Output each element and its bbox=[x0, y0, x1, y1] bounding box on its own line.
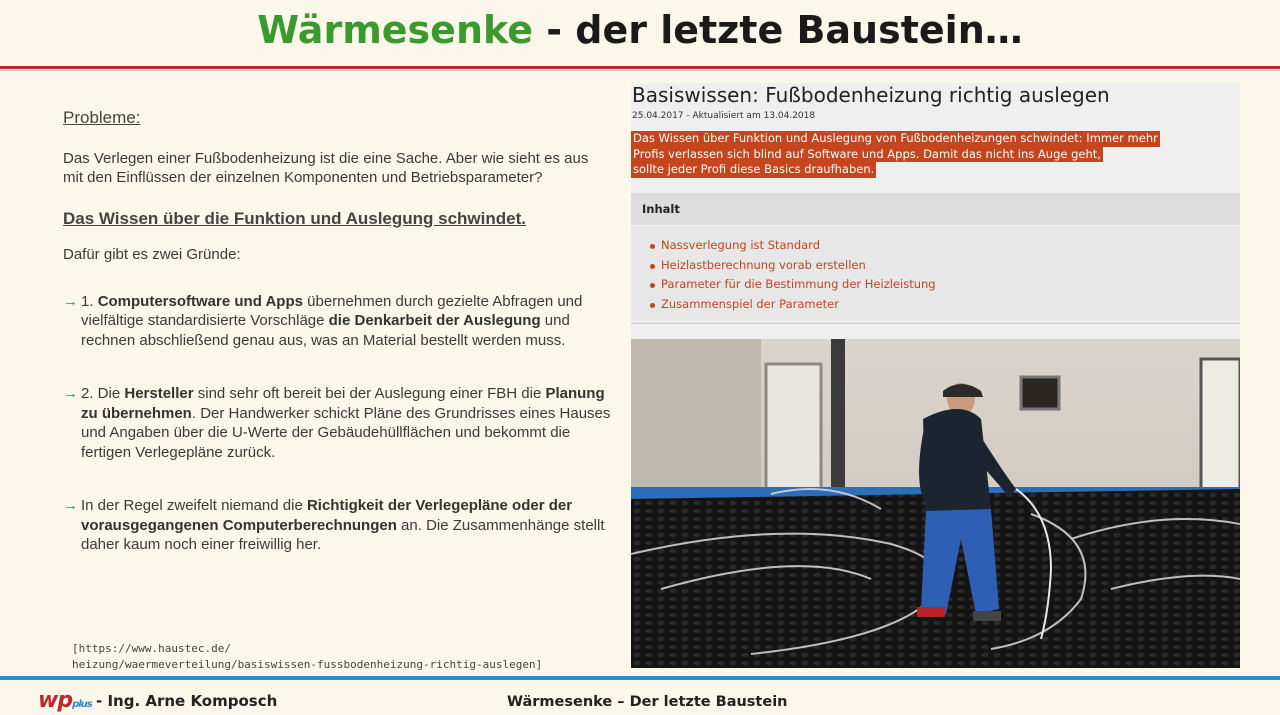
toc-header bbox=[631, 193, 1240, 225]
source-line-1: [https://www.haustec.de/ bbox=[72, 642, 231, 655]
bullet-1-strong-2: die Denkarbeit der Auslegung bbox=[328, 312, 541, 329]
arrow-icon: → bbox=[63, 497, 78, 514]
gruende-text: Dafür gibt es zwei Gründe: bbox=[63, 246, 241, 263]
probleme-heading: Probleme: bbox=[63, 108, 141, 127]
bullet-2-strong-1: Hersteller bbox=[124, 385, 194, 402]
bullet-1-strong-1: Computersoftware und Apps bbox=[97, 292, 303, 310]
bullet-2 bbox=[63, 384, 611, 462]
toc-link-zusammenspiel[interactable]: Zusammenspiel der Parameter bbox=[661, 295, 1240, 315]
arrow-icon: → bbox=[63, 292, 78, 310]
photo-illustration bbox=[631, 339, 1240, 668]
teaser-line-2: Profis verlassen sich blind auf Software und Apps. Damit das nicht ins Auge geht, bbox=[633, 146, 1101, 161]
bullet-3 bbox=[63, 496, 611, 555]
footer-title: Wärmesenke – Der letzte Baustein bbox=[507, 694, 788, 710]
footer-author: - Ing. Arne Komposch bbox=[96, 692, 278, 710]
bullet-2-text-1: sind sehr oft bereit bei der Auslegung einer FBH die bbox=[193, 385, 546, 402]
bullet-3-text-0: In der Regel zweifelt niemand die bbox=[81, 497, 307, 514]
left-text-column bbox=[63, 108, 611, 555]
arrow-icon: → bbox=[63, 385, 78, 402]
title-divider bbox=[0, 66, 1280, 69]
toc-list bbox=[631, 226, 1240, 324]
article-title: Basiswissen: Fußbodenheizung richtig auslegen bbox=[632, 83, 1110, 107]
bullet-2-num: 2. Die bbox=[81, 385, 125, 402]
title-rest: - der letzte Baustein… bbox=[533, 8, 1023, 52]
teaser-line-3: sollte jeder Profi diese Basics draufhaben. bbox=[633, 162, 875, 176]
logo-plus-text: plus bbox=[72, 699, 92, 710]
bullet-2-text-2: . Der Handwerker schickt Pläne des Grundrisses eines Hauses und Angaben über die U-Werte der Gebäudehüllflächen und bekommt die fertigen Verlegepläne zurück. bbox=[81, 404, 611, 461]
article-date: 25.04.2017 - Aktualisiert am 13.04.2018 bbox=[632, 111, 816, 121]
bullet-3-strong-1: Richtigkeit der Verlegepläne oder der vorausgegangenen Computerberechnungen bbox=[81, 497, 573, 534]
logo-text: wp bbox=[38, 688, 73, 713]
title-green: Wärmesenke bbox=[257, 8, 534, 52]
slide-title bbox=[0, 4, 1280, 56]
source-citation bbox=[72, 641, 542, 673]
bullet-1-text-1: übernehmen durch gezielte Abfragen und vielfältige standardisierte Vorschläge bbox=[81, 292, 583, 329]
bullet-1-num: 1. bbox=[81, 292, 98, 310]
source-line-2: heizung/waermeverteilung/basiswissen-fussbodenheizung-richtig-auslegen] bbox=[72, 658, 543, 671]
wissen-heading: Das Wissen über die Funktion und Auslegung schwindet. bbox=[63, 208, 526, 228]
bullet-3-text-1: an. Die Zusammenhänge stellt daher kaum noch einer freiwillig her. bbox=[81, 516, 605, 553]
footer-divider bbox=[0, 676, 1280, 680]
wp-plus-logo bbox=[38, 688, 92, 713]
teaser-line-1: Das Wissen über Funktion und Auslegung von Fußbodenheizungen schwindet: Immer mehr bbox=[633, 131, 1158, 145]
bullet-2-strong-2: Planung zu übernehmen bbox=[81, 385, 605, 422]
toc-title: Inhalt bbox=[642, 202, 680, 216]
article-teaser bbox=[631, 131, 1160, 178]
bullet-1 bbox=[63, 292, 611, 351]
toc-link-parameter[interactable]: Parameter für die Bestimmung der Heizleistung bbox=[661, 275, 1240, 295]
intro-paragraph: Das Verlegen einer Fußbodenheizung ist die eine Sache. Aber wie sieht es aus mit den Einflüssen der einzelnen Komponenten und Betriebsparameter? bbox=[63, 149, 589, 186]
bullet-1-text-2: und rechnen abschließend genau aus, was an Material bestellt werden muss. bbox=[81, 312, 570, 349]
title-divider-shadow bbox=[0, 70, 1280, 71]
toc-link-heizlast[interactable]: Heizlastberechnung vorab erstellen bbox=[661, 256, 1240, 276]
toc-link-nassverlegung[interactable]: Nassverlegung ist Standard bbox=[661, 236, 1240, 256]
floor-heating-photo bbox=[631, 339, 1240, 668]
